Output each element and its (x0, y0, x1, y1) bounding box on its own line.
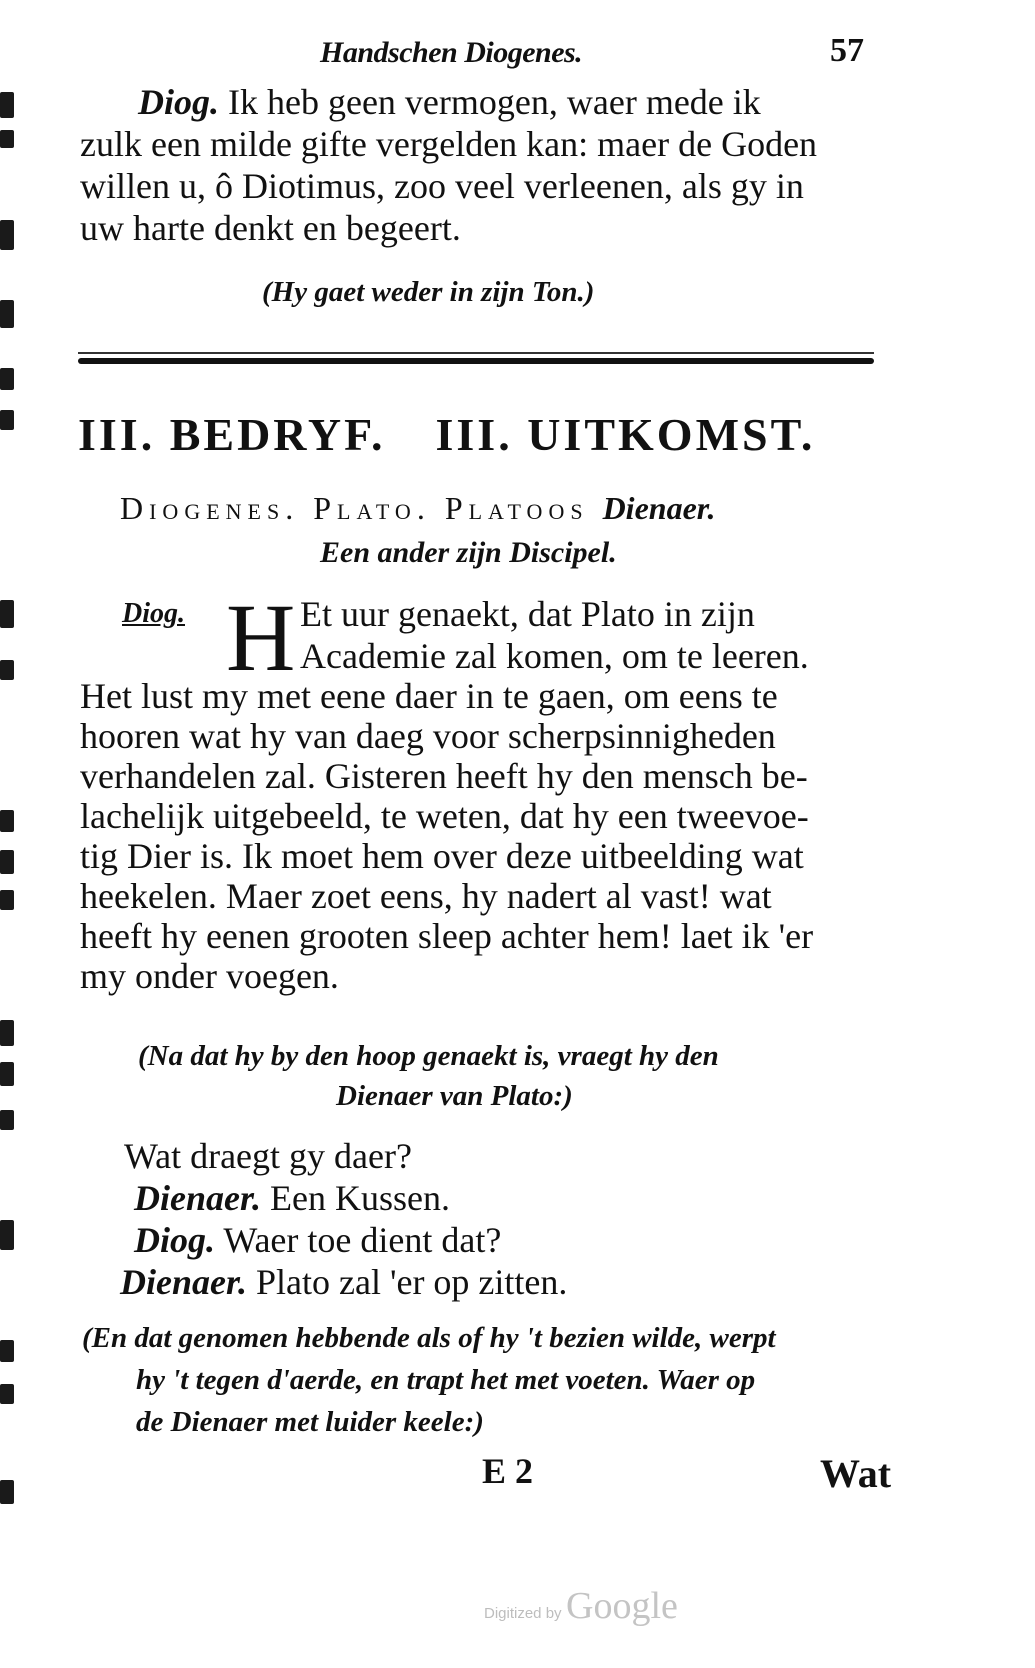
cast-list (120, 490, 715, 527)
stage-direction: hy 't tegen d'aerde, en trapt het met voeten. Waer op (136, 1364, 756, 1396)
text-line: uw harte denkt en begeert. (80, 208, 461, 248)
text-line: heekelen. Maer zoet eens, hy nadert al vast! wat (80, 876, 772, 916)
speaker-label: Dienaer. (120, 1262, 248, 1302)
stage-direction: (Hy gaet weder in zijn Ton.) (262, 276, 595, 308)
line-text: Ik heb geen vermogen, waer mede ik (219, 82, 761, 122)
cast-names: Diogenes. Plato. Platoos (120, 490, 589, 526)
speaker-label: Dienaer. (134, 1178, 262, 1218)
stage-direction: (Na dat hy by den hoop genaekt is, vraegt hy den (138, 1040, 719, 1072)
text-line: tig Dier is. Ik moet hem over deze uitbeelding wat (80, 836, 804, 876)
speaker-label: Diog. (134, 1220, 215, 1260)
scene-label: III. UITKOMST. (435, 409, 816, 460)
signature-mark: E 2 (482, 1451, 534, 1491)
text-line: Academie zal komen, om te leeren. (300, 636, 809, 676)
page-number: 57 (830, 32, 864, 69)
section-rule-thin (78, 352, 874, 354)
text-line: willen u, ô Diotimus, zoo veel verleenen, als gy in (80, 166, 804, 206)
dialogue-line (120, 1262, 567, 1302)
google-logo: Google (566, 1585, 678, 1627)
drop-cap: H (226, 584, 296, 691)
act-label: III. BEDRYF. (78, 409, 386, 460)
line-text: Plato zal 'er op zitten. (247, 1262, 568, 1302)
running-head: Handschen Diogenes. (320, 36, 583, 69)
act-heading (78, 408, 815, 461)
line-text: Een Kussen. (261, 1178, 450, 1218)
catchword: Wat (820, 1451, 892, 1496)
digitization-watermark (484, 1584, 678, 1628)
line-text: Waer toe dient dat? (215, 1220, 502, 1260)
dialogue-line (124, 1136, 412, 1176)
section-rule (78, 358, 874, 364)
dialogue-line (134, 1178, 450, 1218)
text-line: heeft hy eenen grooten sleep achter hem! laet ik 'er (80, 916, 814, 956)
text-line: Et uur genaekt, dat Plato in zijn (300, 594, 755, 634)
cast-role: Dienaer. (602, 490, 716, 526)
bleed-through-marks (0, 0, 16, 1668)
text-line: hooren wat hy van daeg voor scherpsinnigheden (80, 716, 776, 756)
text-line (138, 82, 761, 122)
speaker-label: Diog. (122, 598, 185, 629)
text-line: verhandelen zal. Gisteren heeft hy den mensch be- (80, 756, 808, 796)
stage-direction: (En dat genomen hebbende als of hy 't bezien wilde, werpt (82, 1322, 776, 1354)
dialogue-line (134, 1220, 501, 1260)
text-line: my onder voegen. (80, 956, 339, 996)
watermark-prefix: Digitized by (484, 1605, 562, 1622)
line-text: Wat draegt gy daer? (124, 1136, 412, 1176)
text-line: zulk een milde gifte vergelden kan: maer de Goden (80, 124, 818, 164)
text-line: lachelijk uitgebeeld, te weten, dat hy een tweevoe- (80, 796, 809, 836)
stage-direction: de Dienaer met luider keele:) (136, 1406, 484, 1438)
stage-direction: Dienaer van Plato:) (336, 1080, 573, 1112)
speaker-label: Diog. (138, 82, 219, 122)
cast-list-line2: Een ander zijn Discipel. (320, 536, 617, 569)
text-line: Het lust my met eene daer in te gaen, om eens te (80, 676, 778, 716)
